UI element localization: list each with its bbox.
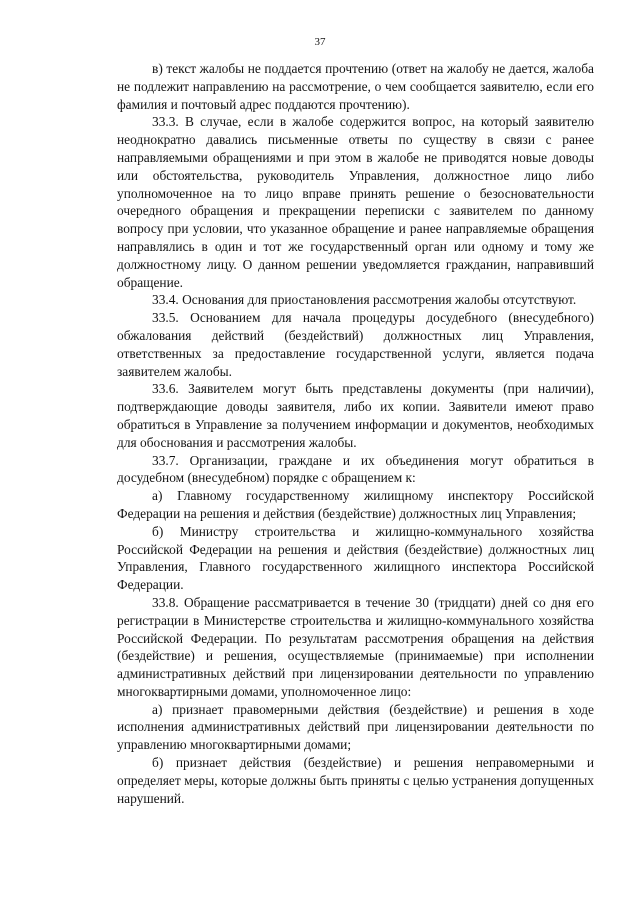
paragraph-33-6: 33.6. Заявителем могут быть представлены документы (при наличии), подтверждающие доводы заявителя, либо их копии. Заявители имеют право обратиться в Управление за получением информации и документов, необходимых для обоснования и рассмотрения жалобы. [117,381,594,450]
paragraph-33-4: 33.4. Основания для приостановления рассмотрения жалобы отсутствуют. [152,292,577,308]
paragraph-33-3: 33.3. В случае, если в жалобе содержится вопрос, на который заявителю неоднократно давались письменные ответы по существу в связи с ранее направляемыми обращениями и при этом в жалобе не приводятся новые доводы или обстоятельства, руководитель Управления, должностное лицо либо уполномоченное на то лицо вправе принять решение о безосновательности очередного обращения и прекращении переписки с заявителем по данному вопросу при условии, что указанное обращение и ранее направляемые обращения направлялись в один и тот же государственный орган или одному и тому же должностному лицу. О данном решении уведомляется гражданин, направивший обращение. [117,114,594,290]
page-number: 37 [314,36,326,48]
paragraph-33-8-b: б) признает действия (бездействие) и решения неправомерными и определяет меры, которые должны быть приняты с целью устранения допущенных нарушений. [117,755,594,806]
paragraph-33-8-a: а) признает правомерными действия (бездействие) и решения в ходе исполнения административных действий при лицензировании деятельности по управлению многоквартирными домами; [117,701,594,753]
document-body [117,60,594,807]
paragraph-33-8: 33.8. Обращение рассматривается в течение 30 (тридцати) дней со дня его регистрации в Министерстве строительства и жилищно-коммунального хозяйства Российской Федерации. По результатам рассмотрения обращения на действия (бездействие) и решения, осуществляемые (принимаемые) при исполнении административных действий при лицензировании деятельности по управлению многоквартирными домами, уполномоченное лицо: [117,594,594,699]
paragraph-33-7-b: б) Министру строительства и жилищно-коммунального хозяйства Российской Федерации на решения и действия (бездействие) должностных лиц Управления, Главного государственного жилищного инспектора Российской Федерации. [117,523,594,593]
paragraph-33-5: 33.5. Основанием для начала процедуры досудебного (внесудебного) обжалования действий (бездействий) должностных лиц Управления, ответственных за предоставление государственной услуги, является подача заявителем жалобы. [117,310,594,379]
paragraph-complaint-unreadable: в) текст жалобы не поддается прочтению (ответ на жалобу не дается, жалоба не подлежит направлению на рассмотрение, о чем сообщается заявителю, если его фамилия и почтовый адрес поддаются прочтению). [117,61,594,112]
paragraph-33-7: 33.7. Организации, граждане и их объединения могут обратиться в досудебном (внесудебном) порядке с обращением к: [117,452,594,486]
paragraph-33-7-a: а) Главному государственному жилищному инспектору Российской Федерации на решения и действия (бездействие) должностных лиц Управления; [117,488,594,521]
